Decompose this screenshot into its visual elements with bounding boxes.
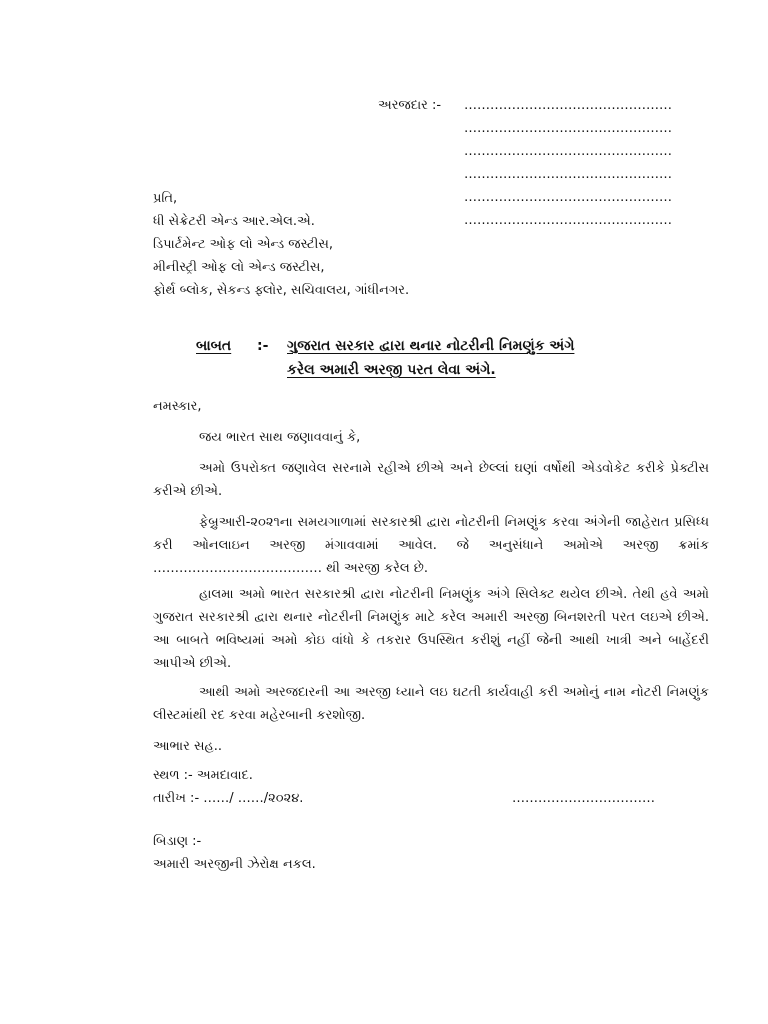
- salutation: નમસ્કાર,: [153, 399, 202, 414]
- enclosure-item: અમારી અરજીની ઝેરોક્ષ નકલ.: [153, 857, 316, 872]
- recipient-line-3: મીનીસ્ટ્રી ઓફ લો એન્ડ જસ્ટીસ,: [153, 260, 325, 275]
- recipient-line-4: ફોર્થ બ્લોક, સેકન્ડ ફ્લોર, સચિવાલય, ગાંધીનગર.: [153, 283, 410, 298]
- body-paragraph-3-text: હાલમા અમો ભારત સરકારશ્રી દ્વારા નોટરીની નિમણુંક અંગે સિલેક્ટ થયેલ છીએ. તેથી હવે અમો ગુજરાત સરકારશ્રી દ્વારા થનાર નોટરીની નિમણુંક માટે કરેલ અમારી અરજી બિનશરતી પરત લઇએ છીએ. આ બાબતે ભવિષ્યમાં અમો કોઇ વાંધો કે તકરાર ઉપસ્થિત કરીશું નહીં જેની આથી ખાત્રી અને બાહેંદરી આપીએ છીએ.: [153, 587, 709, 671]
- closing: આભાર સહ..: [153, 739, 223, 754]
- body-paragraph-2-text: ફેબ્રુઆરી-૨૦૨૧ના સમયગાળામાં સરકારશ્રી દ્વારા નોટરીની નિમણુંક કરવા અંગેની જાહેરાત પ્રસિધ્ધ કરી ઓનલાઇન અરજી મંગાવવામાં આવેલ. જે અનુસંધાને અમોએ અરજી ક્રમાંક ………………………………… થી અરજી કરેલ છે.: [153, 515, 709, 576]
- subject-line-1: [287, 336, 574, 356]
- recipient-line-1: ધી સેક્રેટરી એન્ડ આર.એલ.એ.: [153, 214, 315, 229]
- subject-line-2: [287, 360, 496, 380]
- body-paragraph-1: [153, 457, 709, 503]
- subject-line-2-text: કરેલ અમારી અરજી પરત લેવા અંગે.: [287, 362, 496, 378]
- body-paragraph-2: [153, 511, 709, 580]
- applicant-line-3: …………………………………………: [464, 144, 672, 159]
- recipient-line-2: ડિપાર્ટમેન્ટ ઓફ લો એન્ડ જસ્ટીસ,: [153, 237, 333, 252]
- recipient-to: પ્રતિ,: [153, 191, 178, 206]
- date: તારીખ :- ……/ ……/૨૦૨૪.: [153, 791, 304, 806]
- body-paragraph-4: [153, 681, 709, 727]
- body-paragraph-3: [153, 583, 709, 675]
- body-paragraph-4-text: આથી અમો અરજદારની આ અરજી ધ્યાને લઇ ઘટતી કાર્યવાહી કરી અમોનું નામ નોટરી નિમણુંક લીસ્ટમાંથી રદ કરવા મહેરબાની કરશોજી.: [153, 685, 709, 723]
- applicant-label: અરજદાર :-: [378, 98, 442, 113]
- signature-line: ……………………………: [512, 791, 655, 806]
- applicant-line-4: …………………………………………: [464, 167, 672, 182]
- applicant-line-2: …………………………………………: [464, 121, 672, 136]
- place: સ્થળ :- અમદાવાદ.: [153, 768, 253, 783]
- subject-line-1-text: ગુજરાત સરકાર દ્વારા થનાર નોટરીની નિમણુંક અંગે: [287, 338, 575, 354]
- enclosure-label: બિડાણ :-: [153, 834, 202, 849]
- applicant-line-1: …………………………………………: [464, 98, 672, 113]
- applicant-line-6: …………………………………………: [464, 213, 672, 228]
- applicant-line-5: …………………………………………: [464, 190, 672, 205]
- subject-separator: :-: [257, 338, 269, 354]
- greeting: જય ભારત સાથ જણાવવાનું કે,: [199, 430, 361, 445]
- subject-label-text: બાબત: [196, 338, 232, 354]
- body-paragraph-1-text: અમો ઉપરોક્ત જણાવેલ સરનામે રહીએ છીએ અને છેલ્લાં ઘણાં વર્ષોથી એડવોકેટ કરીકે પ્રેક્ટીસ કરીએ છીએ.: [153, 461, 709, 499]
- subject-label: [196, 336, 231, 356]
